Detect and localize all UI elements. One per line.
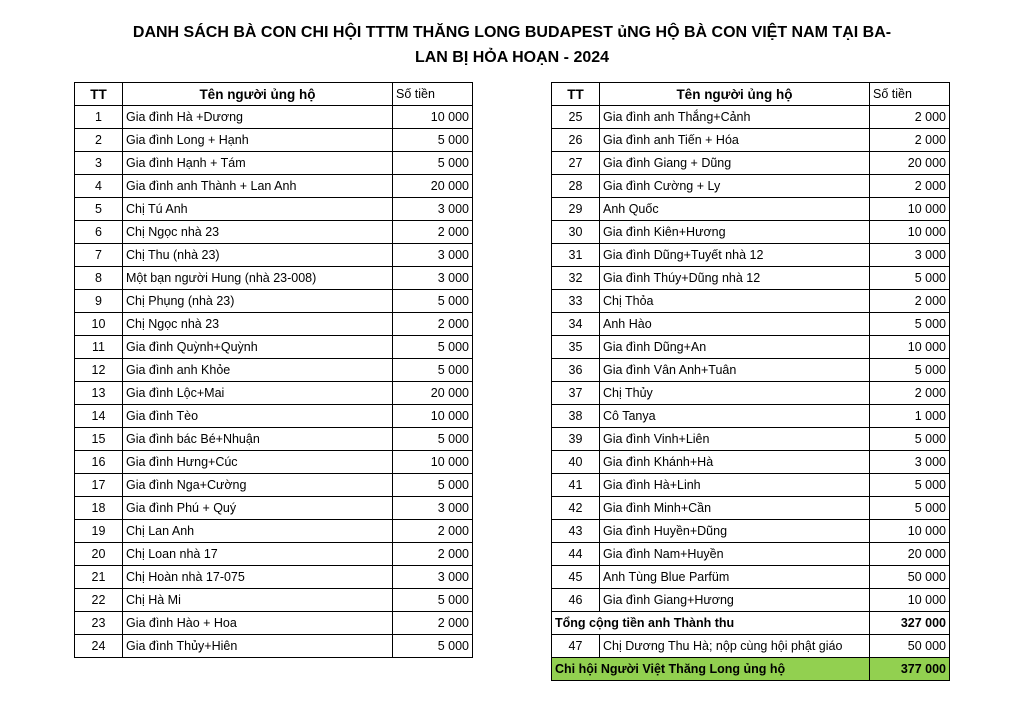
- donor-number: 22: [75, 589, 123, 612]
- table-row: [552, 474, 950, 497]
- table-row: [552, 267, 950, 290]
- subtotal-row: [552, 612, 950, 635]
- donor-amount: 2 000: [870, 290, 950, 313]
- donor-name: Chị Ngọc nhà 23: [123, 313, 393, 336]
- donor-name: Chị Thu (nhà 23): [123, 244, 393, 267]
- donor-name: Gia đình Hà+Linh: [600, 474, 870, 497]
- donor-number: 4: [75, 175, 123, 198]
- table-row: [75, 152, 473, 175]
- donor-amount: 10 000: [870, 198, 950, 221]
- donor-name: Chị Phụng (nhà 23): [123, 290, 393, 313]
- table-row: [552, 106, 950, 129]
- donor-number: 37: [552, 382, 600, 405]
- donor-number: 34: [552, 313, 600, 336]
- donor-name: Gia đình anh Tiến + Hóa: [600, 129, 870, 152]
- donor-amount: 10 000: [870, 589, 950, 612]
- donor-name: Chị Loan nhà 17: [123, 543, 393, 566]
- extra-tt: 47: [552, 635, 600, 658]
- donor-amount: 3 000: [393, 267, 473, 290]
- table-row: [552, 129, 950, 152]
- donor-number: 39: [552, 428, 600, 451]
- donor-number: 7: [75, 244, 123, 267]
- donor-amount: 10 000: [393, 405, 473, 428]
- table-row: [75, 566, 473, 589]
- table-row: [75, 451, 473, 474]
- table-row: [552, 589, 950, 612]
- donor-amount: 20 000: [393, 175, 473, 198]
- extra-amount: 50 000: [870, 635, 950, 658]
- table-row: [75, 106, 473, 129]
- donor-amount: 1 000: [870, 405, 950, 428]
- title-line-2: LAN BỊ HỎA HOẠN - 2024: [414, 49, 610, 66]
- donor-name: Gia đình Dũng+An: [600, 336, 870, 359]
- table-row: [552, 543, 950, 566]
- donor-name: Gia đình Giang + Dũng: [600, 152, 870, 175]
- donor-number: 42: [552, 497, 600, 520]
- donor-number: 33: [552, 290, 600, 313]
- table-row: [75, 313, 473, 336]
- donor-name: Gia đình Nga+Cường: [123, 474, 393, 497]
- donor-name: Chị Hà Mi: [123, 589, 393, 612]
- header-amount: Số tiền: [393, 83, 473, 106]
- table-row: [75, 336, 473, 359]
- table-row: [75, 359, 473, 382]
- donor-amount: 2 000: [870, 106, 950, 129]
- table-row: [552, 336, 950, 359]
- table-row: [552, 290, 950, 313]
- donor-name: Gia đình Cường + Ly: [600, 175, 870, 198]
- table-row: [552, 244, 950, 267]
- table-row: [552, 520, 950, 543]
- table-row: [75, 405, 473, 428]
- donor-number: 23: [75, 612, 123, 635]
- donor-number: 19: [75, 520, 123, 543]
- donor-name: Chị Tú Anh: [123, 198, 393, 221]
- table-row: [75, 198, 473, 221]
- donor-name: Chị Thủy: [600, 382, 870, 405]
- donor-number: 35: [552, 336, 600, 359]
- donor-amount: 5 000: [393, 589, 473, 612]
- donor-name: Gia đình Hà +Dương: [123, 106, 393, 129]
- extra-name: Chị Dương Thu Hà; nộp cùng hội phật giáo: [600, 635, 870, 658]
- table-row: [552, 221, 950, 244]
- donor-amount: 3 000: [393, 198, 473, 221]
- donor-name: Gia đình Lộc+Mai: [123, 382, 393, 405]
- donor-name: Chị Thỏa: [600, 290, 870, 313]
- donor-amount: 5 000: [393, 129, 473, 152]
- donor-name: Gia đình Phú + Quý: [123, 497, 393, 520]
- header-name: Tên người ủng hộ: [600, 83, 870, 106]
- donor-amount: 10 000: [393, 106, 473, 129]
- grand-total-amount: 377 000: [870, 658, 950, 681]
- donor-name: Chị Lan Anh: [123, 520, 393, 543]
- donor-amount: 20 000: [870, 543, 950, 566]
- donor-name: Gia đình Khánh+Hà: [600, 451, 870, 474]
- donor-number: 31: [552, 244, 600, 267]
- donor-amount: 10 000: [393, 451, 473, 474]
- donor-number: 36: [552, 359, 600, 382]
- donor-name: Gia đình Long + Hạnh: [123, 129, 393, 152]
- title-line-1: DANH SÁCH BÀ CON CHI HỘI TTTM THĂNG LONG BUDAPEST ủNG HỘ BÀ CON VIỆT NAM TẠI BA-: [132, 24, 892, 41]
- table-row: [75, 290, 473, 313]
- donor-name: Anh Hào: [600, 313, 870, 336]
- donor-number: 46: [552, 589, 600, 612]
- donor-number: 25: [552, 106, 600, 129]
- table-row: [552, 313, 950, 336]
- donor-amount: 2 000: [393, 313, 473, 336]
- table-row: [552, 175, 950, 198]
- donor-amount: 20 000: [870, 152, 950, 175]
- donor-amount: 2 000: [393, 221, 473, 244]
- donor-name: Gia đình Dũng+Tuyết nhà 12: [600, 244, 870, 267]
- donor-number: 38: [552, 405, 600, 428]
- donor-amount: 2 000: [870, 175, 950, 198]
- donor-amount: 5 000: [393, 290, 473, 313]
- donor-number: 5: [75, 198, 123, 221]
- donor-amount: 5 000: [870, 497, 950, 520]
- table-row: [75, 428, 473, 451]
- donor-amount: 3 000: [870, 451, 950, 474]
- donor-number: 32: [552, 267, 600, 290]
- donor-name: Gia đình Kiên+Hương: [600, 221, 870, 244]
- donor-amount: 5 000: [870, 428, 950, 451]
- grand-total-label: Chi hội Người Việt Thăng Long ủng hộ: [552, 658, 870, 681]
- donor-amount: 5 000: [870, 359, 950, 382]
- donor-amount: 2 000: [393, 612, 473, 635]
- table-row: [75, 221, 473, 244]
- donor-number: 24: [75, 635, 123, 658]
- donor-name: Gia đình bác Bé+Nhuận: [123, 428, 393, 451]
- donor-table-right: [551, 82, 950, 681]
- table-row: [75, 175, 473, 198]
- document-title: [0, 20, 1024, 70]
- left-table-body: [75, 106, 473, 658]
- donor-amount: 5 000: [393, 359, 473, 382]
- donor-amount: 5 000: [870, 267, 950, 290]
- table-row: [75, 474, 473, 497]
- donor-amount: 10 000: [870, 221, 950, 244]
- donor-name: Gia đình Tèo: [123, 405, 393, 428]
- donor-amount: 5 000: [393, 428, 473, 451]
- donor-number: 27: [552, 152, 600, 175]
- donor-name: Cô Tanya: [600, 405, 870, 428]
- donor-number: 30: [552, 221, 600, 244]
- donor-number: 13: [75, 382, 123, 405]
- grand-total-row: [552, 658, 950, 681]
- donor-name: Chị Hoàn nhà 17-075: [123, 566, 393, 589]
- table-row: [552, 497, 950, 520]
- donor-amount: 3 000: [870, 244, 950, 267]
- donor-number: 1: [75, 106, 123, 129]
- right-table-body: [552, 106, 950, 612]
- table-row: [75, 244, 473, 267]
- donor-number: 14: [75, 405, 123, 428]
- donor-number: 6: [75, 221, 123, 244]
- table-header-row: [552, 83, 950, 106]
- donor-number: 20: [75, 543, 123, 566]
- donor-name: Gia đình Nam+Huyền: [600, 543, 870, 566]
- header-tt: TT: [552, 83, 600, 106]
- table-row: [75, 267, 473, 290]
- table-row: [75, 497, 473, 520]
- donor-number: 43: [552, 520, 600, 543]
- donor-amount: 50 000: [870, 566, 950, 589]
- donor-amount: 2 000: [393, 520, 473, 543]
- donor-number: 17: [75, 474, 123, 497]
- donor-name: Gia đình Huyền+Dũng: [600, 520, 870, 543]
- donor-amount: 2 000: [870, 382, 950, 405]
- donor-number: 12: [75, 359, 123, 382]
- table-row: [75, 543, 473, 566]
- table-row: [552, 382, 950, 405]
- donor-number: 16: [75, 451, 123, 474]
- table-row: [552, 152, 950, 175]
- table-row: [75, 382, 473, 405]
- donor-table-left: [74, 82, 473, 658]
- donor-number: 11: [75, 336, 123, 359]
- header-amount: Số tiền: [870, 83, 950, 106]
- donor-number: 2: [75, 129, 123, 152]
- donor-name: Gia đình Thúy+Dũng nhà 12: [600, 267, 870, 290]
- donor-number: 26: [552, 129, 600, 152]
- donor-number: 8: [75, 267, 123, 290]
- donor-name: Anh Tùng Blue Parfüm: [600, 566, 870, 589]
- table-row: [552, 405, 950, 428]
- donor-amount: 3 000: [393, 566, 473, 589]
- table-header-row: [75, 83, 473, 106]
- donor-number: 40: [552, 451, 600, 474]
- table-row: [552, 359, 950, 382]
- donor-name: Gia đình Vân Anh+Tuân: [600, 359, 870, 382]
- table-row: [552, 198, 950, 221]
- donor-name: Gia đình anh Khỏe: [123, 359, 393, 382]
- donor-name: Gia đình Giang+Hương: [600, 589, 870, 612]
- subtotal-label: Tổng cộng tiền anh Thành thu: [552, 612, 870, 635]
- table-row: [552, 566, 950, 589]
- donor-amount: 5 000: [393, 336, 473, 359]
- table-row: [552, 451, 950, 474]
- donor-name: Gia đình anh Thắng+Cảnh: [600, 106, 870, 129]
- donor-amount: 20 000: [393, 382, 473, 405]
- donor-number: 3: [75, 152, 123, 175]
- subtotal-amount: 327 000: [870, 612, 950, 635]
- donor-number: 45: [552, 566, 600, 589]
- donor-name: Gia đình Hưng+Cúc: [123, 451, 393, 474]
- donor-name: Gia đình Quỳnh+Quỳnh: [123, 336, 393, 359]
- donor-amount: 5 000: [393, 474, 473, 497]
- donor-amount: 5 000: [393, 152, 473, 175]
- donor-amount: 2 000: [870, 129, 950, 152]
- donor-amount: 2 000: [393, 543, 473, 566]
- donor-name: Gia đình Minh+Cần: [600, 497, 870, 520]
- donor-number: 29: [552, 198, 600, 221]
- donor-number: 28: [552, 175, 600, 198]
- donor-name: Gia đình Vinh+Liên: [600, 428, 870, 451]
- table-row: [75, 635, 473, 658]
- donor-number: 15: [75, 428, 123, 451]
- donor-name: Gia đình Hào + Hoa: [123, 612, 393, 635]
- donor-name: Gia đình Thủy+Hiên: [123, 635, 393, 658]
- donor-amount: 5 000: [870, 474, 950, 497]
- table-row: [75, 612, 473, 635]
- donor-amount: 3 000: [393, 244, 473, 267]
- table-row: [552, 428, 950, 451]
- donor-name: Anh Quốc: [600, 198, 870, 221]
- donor-number: 21: [75, 566, 123, 589]
- donor-amount: 10 000: [870, 520, 950, 543]
- header-name: Tên người ủng hộ: [123, 83, 393, 106]
- table-row: [75, 589, 473, 612]
- donor-number: 9: [75, 290, 123, 313]
- donor-amount: 5 000: [393, 635, 473, 658]
- donor-amount: 5 000: [870, 313, 950, 336]
- donor-number: 18: [75, 497, 123, 520]
- table-row: [75, 129, 473, 152]
- extra-donor-row: [552, 635, 950, 658]
- donor-name: Chị Ngọc nhà 23: [123, 221, 393, 244]
- donor-amount: 3 000: [393, 497, 473, 520]
- donor-number: 41: [552, 474, 600, 497]
- donor-amount: 10 000: [870, 336, 950, 359]
- donor-number: 10: [75, 313, 123, 336]
- header-tt: TT: [75, 83, 123, 106]
- donor-name: Gia đình anh Thành + Lan Anh: [123, 175, 393, 198]
- donor-name: Gia đình Hạnh + Tám: [123, 152, 393, 175]
- donor-number: 44: [552, 543, 600, 566]
- donor-name: Một bạn người Hung (nhà 23-008): [123, 267, 393, 290]
- table-row: [75, 520, 473, 543]
